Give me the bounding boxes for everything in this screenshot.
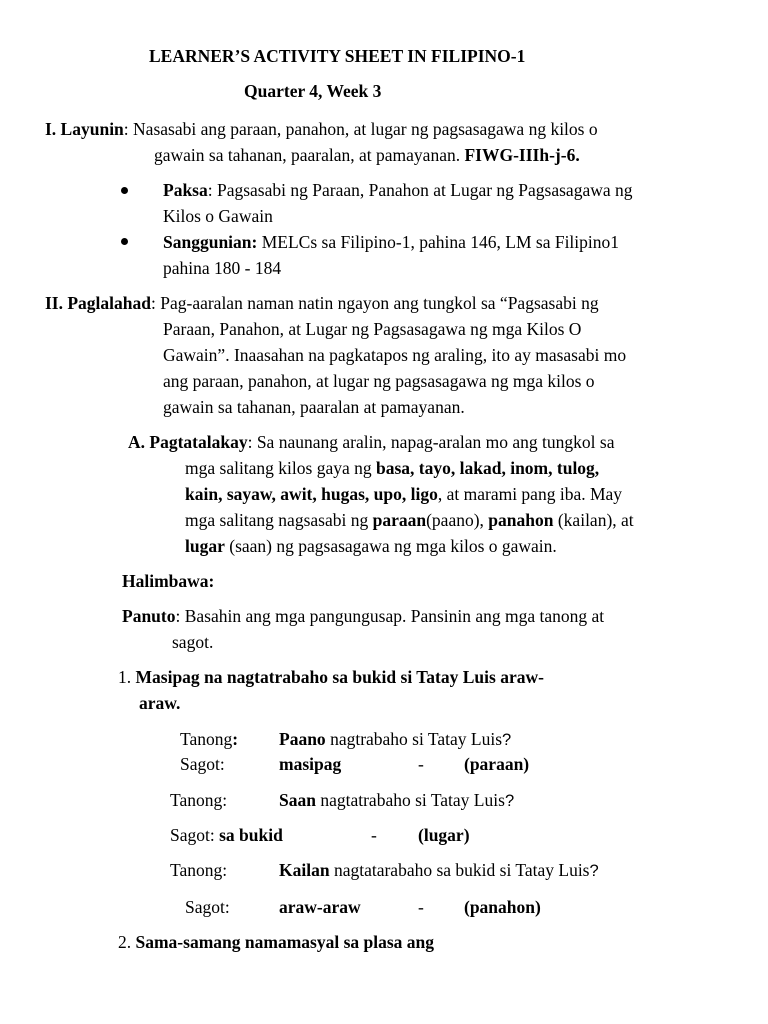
question-2-text — [279, 787, 514, 814]
answer-3-label: Sagot: — [185, 897, 230, 917]
item-1-sentence: Masipag na nagtatrabaho sa bukid si Tatay Luis araw- — [135, 667, 544, 687]
layunin-text-2: gawain sa tahanan, paaralan, at pamayanan. — [154, 145, 465, 165]
question-mark: ? — [589, 862, 599, 880]
pagtatalakay-text-4b: (paano), — [426, 510, 489, 530]
paglalahad-line-3: Gawain”. Inaasahan na pagkatapos ng araling, ito ay masasabi mo — [163, 345, 627, 365]
panuto-line-1 — [122, 603, 604, 629]
pagtatalakay-line-4 — [185, 507, 634, 533]
question-mark: ? — [502, 731, 512, 749]
paksa-text-1: : Pagsasabi ng Paraan, Panahon at Lugar ng Pagsasagawa ng — [207, 180, 633, 200]
question-3-keyword: Kailan — [279, 860, 330, 880]
bullet-icon — [121, 187, 128, 194]
paksa-line-2: Kilos o Gawain — [163, 206, 273, 226]
tanong-colon: : — [232, 729, 239, 749]
keyword-panahon: panahon — [488, 510, 554, 530]
halimbawa-heading: Halimbawa: — [122, 571, 215, 591]
pagtatalakay-text-4: mga salitang nagsasabi ng — [185, 510, 373, 530]
paglalahad-line-4: ang paraan, panahon, at lugar ng pagsasagawa ng mga kilos o — [163, 371, 595, 391]
answer-3-dash: - — [418, 897, 424, 917]
answer-2-line — [170, 822, 283, 848]
answer-1-label: Sagot: — [180, 754, 225, 774]
layunin-line-1 — [45, 116, 598, 142]
panuto-text-1: : Basahin ang mga pangungusap. Pansinin ang mga tanong at — [175, 606, 605, 626]
pagtatalakay-label: A. Pagtatalakay — [128, 432, 248, 452]
item-2-sentence: Sama-samang namamasyal sa plasa ang — [135, 932, 435, 952]
item-2-number: 2. — [118, 932, 136, 952]
layunin-line-2 — [154, 142, 580, 168]
answer-2-label: Sagot: — [170, 825, 220, 845]
sanggunian-line-1 — [163, 229, 619, 255]
action-words-1: basa, tayo, lakad, inom, tulog, — [376, 458, 600, 478]
action-words-2: kain, sayaw, awit, hugas, upo, ligo — [185, 484, 438, 504]
document-title: LEARNER’S ACTIVITY SHEET IN FILIPINO-1 — [149, 46, 526, 66]
paksa-line-1 — [163, 177, 633, 203]
question-1-label — [180, 726, 238, 752]
paglalahad-label: II. Paglalahad — [45, 293, 151, 313]
pagtatalakay-line-1 — [128, 429, 614, 455]
question-2-keyword: Saan — [279, 790, 316, 810]
answer-2-type: (lugar) — [418, 825, 470, 845]
keyword-lugar: lugar — [185, 536, 225, 556]
layunin-text-1: : Nasasabi ang paraan, panahon, at lugar ng pagsasagawa ng kilos o — [123, 119, 598, 139]
question-3-label: Tanong: — [170, 860, 228, 880]
layunin-code: FIWG-IIIh-j-6. — [464, 145, 580, 165]
item-1-number: 1. — [118, 667, 136, 687]
question-3-text — [279, 857, 599, 884]
pagtatalakay-text-5: (saan) ng pagsasagawa ng mga kilos o gawain. — [224, 536, 557, 556]
paksa-label: Paksa — [163, 180, 208, 200]
tanong-word: Tanong — [180, 729, 233, 749]
item-1-line-2: araw. — [139, 693, 181, 713]
answer-1-word: masipag — [279, 754, 342, 774]
question-1-keyword: Paano — [279, 729, 326, 749]
paglalahad-line-1 — [45, 290, 599, 316]
sanggunian-label: Sanggunian: — [163, 232, 258, 252]
panuto-label: Panuto — [122, 606, 176, 626]
pagtatalakay-text-1: : Sa naunang aralin, napag-aralan mo ang tungkol sa — [247, 432, 615, 452]
item-2-line-1 — [118, 929, 434, 955]
panuto-line-2: sagot. — [172, 632, 214, 652]
answer-1-type: (paraan) — [464, 754, 530, 774]
document-subtitle: Quarter 4, Week 3 — [244, 81, 382, 101]
answer-3-type: (panahon) — [464, 897, 541, 917]
keyword-paraan: paraan — [372, 510, 427, 530]
pagtatalakay-text-4c: (kailan), at — [553, 510, 634, 530]
sanggunian-text-1: MELCs sa Filipino-1, pahina 146, LM sa Filipino1 — [257, 232, 620, 252]
bullet-icon — [121, 238, 128, 245]
answer-1-dash: - — [418, 754, 424, 774]
paglalahad-line-5: gawain sa tahanan, paaralan at pamayanan. — [163, 397, 465, 417]
pagtatalakay-line-3 — [185, 481, 622, 507]
question-1-rest: nagtrabaho si Tatay Luis — [325, 729, 503, 749]
question-3-rest: nagtatarabaho sa bukid si Tatay Luis — [329, 860, 590, 880]
question-mark: ? — [504, 792, 515, 810]
question-1-text — [279, 726, 511, 753]
answer-3-word: araw-araw — [279, 897, 361, 917]
sanggunian-line-2: pahina 180 - 184 — [163, 258, 282, 278]
answer-2-dash: - — [371, 825, 377, 845]
paglalahad-text-1: : Pag-aaralan naman natin ngayon ang tungkol sa “Pagsasabi ng — [151, 293, 599, 313]
pagtatalakay-text-3: , at marami pang iba. May — [437, 484, 623, 504]
question-2-rest: nagtatrabaho si Tatay Luis — [315, 790, 505, 810]
pagtatalakay-line-2 — [185, 455, 599, 481]
pagtatalakay-line-5 — [185, 533, 557, 559]
answer-2-word: sa bukid — [219, 825, 283, 845]
paglalahad-line-2: Paraan, Panahon, at Lugar ng Pagsasagawa ng mga Kilos O — [163, 319, 582, 339]
pagtatalakay-text-2: mga salitang kilos gaya ng — [185, 458, 377, 478]
item-1-line-1 — [118, 664, 544, 690]
question-2-label: Tanong: — [170, 790, 228, 810]
layunin-label: I. Layunin — [45, 119, 124, 139]
